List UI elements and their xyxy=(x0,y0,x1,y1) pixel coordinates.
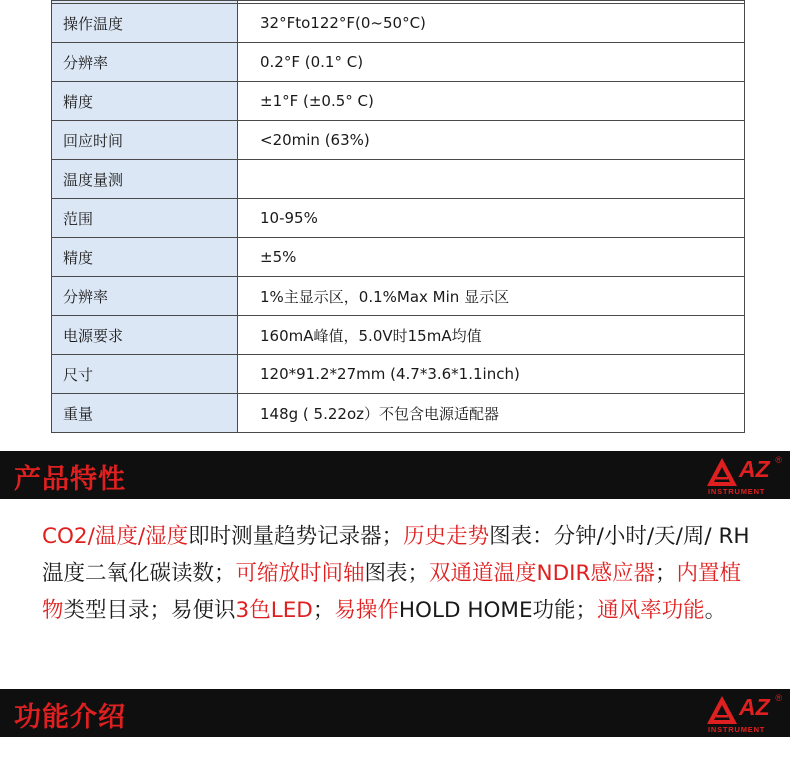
az-triangle-icon xyxy=(706,695,738,725)
features-banner xyxy=(0,451,790,499)
feature-segment: 类型目录；易便识 xyxy=(63,598,236,623)
logo-subtitle: INSTRUMENT xyxy=(708,725,766,734)
table-row xyxy=(52,121,745,160)
table-row xyxy=(52,4,745,43)
feature-segment: 图表； xyxy=(364,561,430,586)
feature-segment: 即时测量趋势记录器； xyxy=(188,524,404,549)
spec-value: <20min (63%) xyxy=(238,121,745,160)
spec-value: 1%主显示区，0.1%Max Min 显示区 xyxy=(238,277,745,316)
feature-segment: 内置植物 xyxy=(42,561,741,623)
logo-subtitle: INSTRUMENT xyxy=(708,487,766,496)
spec-label: 操作温度 xyxy=(52,4,238,43)
spec-label: 精度 xyxy=(52,238,238,277)
feature-segment: HOLD HOME功能； xyxy=(398,598,598,623)
logo-registered: ® xyxy=(775,693,782,703)
table-row xyxy=(52,277,745,316)
spec-value: 0.2°F (0.1° C) xyxy=(238,43,745,82)
az-triangle-icon xyxy=(706,457,738,487)
spec-label: 温度量测 xyxy=(52,160,238,199)
feature-segment: ； xyxy=(654,561,677,586)
logo-brand: AZ xyxy=(739,694,770,720)
table-row xyxy=(52,43,745,82)
logo-brand: AZ xyxy=(739,456,770,482)
table-row xyxy=(52,355,745,394)
intro-title: 功能介绍 xyxy=(14,702,126,733)
spec-label: 回应时间 xyxy=(52,121,238,160)
spec-label: 重量 xyxy=(52,394,238,433)
spec-label: 尺寸 xyxy=(52,355,238,394)
spec-value: 32°Fto122°F(0~50°C) xyxy=(238,4,745,43)
table-row xyxy=(52,82,745,121)
features-title: 产品特性 xyxy=(14,464,126,495)
feature-segment: 历史走势 xyxy=(403,524,490,549)
spec-label: 分辨率 xyxy=(52,277,238,316)
table-row xyxy=(52,160,745,199)
spec-table xyxy=(51,0,745,433)
spec-value: 120*91.2*27mm (4.7*3.6*1.1inch) xyxy=(238,355,745,394)
feature-segment: 。 xyxy=(704,598,727,623)
feature-segment: 图表：分钟/小时/天/周/ RH温度二氧化碳读数； xyxy=(42,524,750,586)
table-row xyxy=(52,316,745,355)
spec-value: 148g ( 5.22oz）不包含电源适配器 xyxy=(238,394,745,433)
table-row xyxy=(52,394,745,433)
feature-segment: 双通道温度NDIR感应器 xyxy=(429,561,655,586)
table-row xyxy=(52,238,745,277)
spec-value: ±5% xyxy=(238,238,745,277)
table-row xyxy=(52,199,745,238)
spec-value xyxy=(238,160,745,199)
spec-label: 精度 xyxy=(52,82,238,121)
feature-segment: CO2/温度/湿度 xyxy=(42,524,189,549)
feature-segment: 通风率功能 xyxy=(597,598,705,623)
feature-segment: 易操作 xyxy=(334,598,399,623)
spec-label: 分辨率 xyxy=(52,43,238,82)
feature-segment: ； xyxy=(312,598,335,623)
feature-segment: 可缩放时间轴 xyxy=(235,561,365,586)
az-logo xyxy=(706,455,782,497)
logo-registered: ® xyxy=(775,455,782,465)
features-paragraph xyxy=(42,518,762,629)
spec-value: ±1°F (±0.5° C) xyxy=(238,82,745,121)
spec-label: 电源要求 xyxy=(52,316,238,355)
intro-banner xyxy=(0,689,790,737)
spec-label: 范围 xyxy=(52,199,238,238)
spec-value: 160mA峰值，5.0V时15mA均值 xyxy=(238,316,745,355)
az-logo xyxy=(706,693,782,735)
spec-value: 10-95% xyxy=(238,199,745,238)
feature-segment: 3色LED xyxy=(235,598,313,623)
